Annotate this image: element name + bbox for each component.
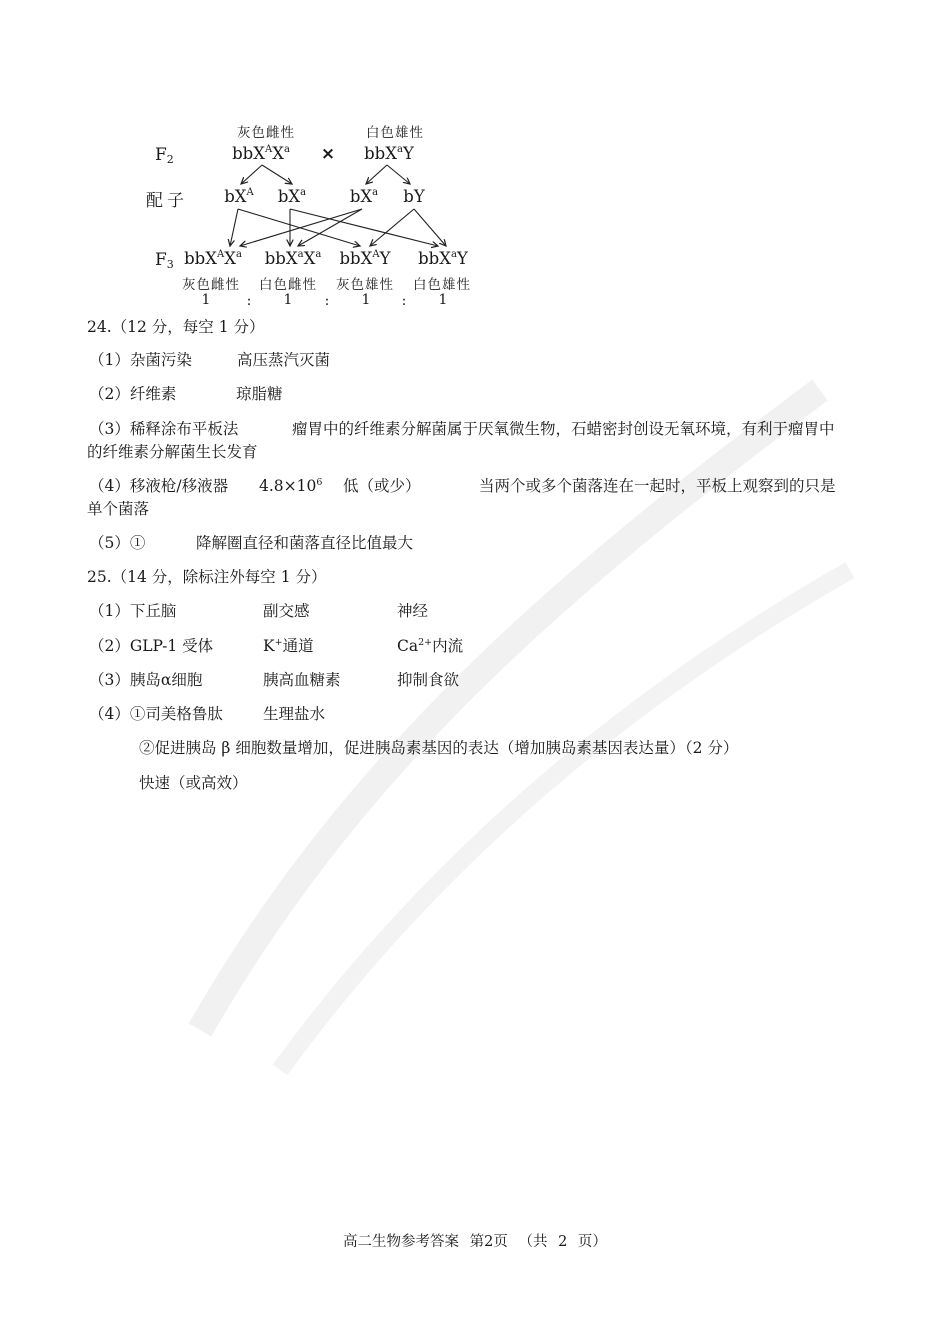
arrow-g3-f3-2 <box>298 209 362 246</box>
label-f3-text: F <box>155 250 167 270</box>
arrow-g1-f3-3 <box>238 209 360 246</box>
q24-p3-a: （3）稀释涂布平板法 <box>89 420 239 438</box>
offspring-3-base: bbX <box>339 249 373 268</box>
female-genotype-mid: X <box>272 144 284 163</box>
label-f2-text: F <box>155 145 167 165</box>
offspring-2-a2: a <box>315 249 322 260</box>
arrow-male-gamete3 <box>366 165 387 184</box>
male-phenotype: 白色雄性 <box>366 125 424 141</box>
offspring-3-genotype <box>339 249 390 268</box>
female-phenotype: 灰色雌性 <box>237 125 295 141</box>
gamete-2-allele: a <box>300 187 307 198</box>
q25-part4-c: 快速（或高效） <box>139 774 248 792</box>
offspring-4-mid: Y <box>456 249 468 268</box>
cross-symbol: × <box>320 144 336 164</box>
gamete-3-base: bX <box>349 187 373 206</box>
label-f3-sub: 3 <box>166 258 174 271</box>
q25-p4-b: 生理盐水 <box>263 705 326 723</box>
offspring-4-phenotype: 白色雄性 <box>413 277 471 293</box>
arrow-g1-f3-1 <box>230 209 238 246</box>
q25-p2-b-sup: + <box>274 637 283 648</box>
arrow-male-gamete4 <box>387 165 410 184</box>
cross-arrows <box>0 0 950 320</box>
female-allele-2: a <box>283 144 290 155</box>
q25-p2-b-tail: 通道 <box>282 637 314 655</box>
q25-p2-c-text: Ca <box>397 637 419 655</box>
q24-p2-a: （2）纤维素 <box>89 385 177 403</box>
offspring-1-genotype <box>184 249 242 268</box>
q25-p3-b: 胰高血糖素 <box>263 671 341 689</box>
q25-p2-b <box>263 635 314 657</box>
label-gamete: 配子 <box>146 191 188 211</box>
q24-p5-a: （5）① <box>89 534 146 552</box>
q25-p2-c <box>397 635 463 657</box>
ratio-sep-2: : <box>324 293 330 309</box>
ratio-4: 1 <box>438 292 448 308</box>
gamete-1-base: bX <box>224 187 247 206</box>
q25-p2-a: （2）GLP-1 受体 <box>89 637 214 655</box>
gamete-3 <box>350 187 378 206</box>
gamete-2-base: bX <box>277 187 301 206</box>
label-f3 <box>155 250 174 271</box>
q24-p4-a: （4）移液枪/移液器 <box>89 477 229 495</box>
arrow-female-gamete1 <box>241 165 262 184</box>
q25-p2-b-text: K <box>263 637 275 655</box>
male-genotype-base: bbX <box>364 144 397 163</box>
gamete-2 <box>278 187 306 206</box>
arrow-g4-f3-4 <box>414 209 446 246</box>
ratio-sep-1: : <box>246 293 252 309</box>
offspring-2-genotype <box>265 249 322 268</box>
page-footer: 高二生物参考答案 第2页 （共 2 页） <box>343 1234 607 1250</box>
offspring-3-a1: A <box>372 249 380 260</box>
offspring-2-mid: X <box>303 249 316 268</box>
ratio-1: 1 <box>201 292 211 308</box>
ratio-2: 1 <box>283 292 293 308</box>
gamete-4: bY <box>403 187 425 206</box>
q24-p4-b <box>259 475 322 497</box>
offspring-4-a1: a <box>451 249 457 260</box>
arrow-female-gamete2 <box>262 165 292 184</box>
q25-p1-c: 神经 <box>397 602 429 620</box>
offspring-2-phenotype: 白色雌性 <box>259 277 317 293</box>
q25-p3-c: 抑制食欲 <box>397 671 460 689</box>
q24-p5-b: 降解圈直径和菌落直径比值最大 <box>196 534 414 552</box>
female-genotype <box>232 144 290 163</box>
q24-p3-b: 瘤胃中的纤维素分解菌属于厌氧微生物，石蜡密封创设无氧环境，有利于瘤胃中 <box>292 420 835 438</box>
ratio-sep-3: : <box>401 293 407 309</box>
female-genotype-base: bbX <box>232 144 265 163</box>
gamete-3-allele: a <box>372 187 379 198</box>
q25-p3-a: （3）胰岛α细胞 <box>89 671 203 689</box>
q24-p4-d: 当两个或多个菌落连在一起时，平板上观察到的只是 <box>479 477 836 495</box>
q24-p4-num: 4.8×10 <box>259 477 317 495</box>
q24-p4-exp: 6 <box>316 477 323 488</box>
q25-p2-c-sup: 2+ <box>418 637 433 648</box>
offspring-1-a1: A <box>216 249 225 260</box>
ratio-3: 1 <box>361 292 371 308</box>
female-allele-1: A <box>264 144 273 155</box>
offspring-4-base: bbX <box>418 249 451 268</box>
q25-part4-b: ②促进胰岛 β 细胞数量增加，促进胰岛素基因的表达（增加胰岛素基因表达量）（2 分） <box>139 739 739 757</box>
offspring-2-base: bbX <box>264 249 298 268</box>
q24-p1-b: 高压蒸汽灭菌 <box>237 351 331 369</box>
label-f2-sub: 2 <box>166 153 174 166</box>
arrow-g3-f3-1 <box>240 209 362 246</box>
offspring-4-genotype <box>418 249 468 268</box>
q25-title: 25.（14 分，除标注外每空 1 分） <box>87 568 327 586</box>
offspring-1-base: bbX <box>184 249 217 268</box>
offspring-1-a2: a <box>235 249 242 260</box>
q24-part4-cont: 单个菌落 <box>87 500 150 518</box>
male-genotype-tail: Y <box>402 144 414 163</box>
arrow-g4-f3-3 <box>370 209 414 246</box>
male-genotype <box>364 144 414 163</box>
q24-p2-b: 琼脂糖 <box>236 385 283 403</box>
q24-title: 24.（12 分，每空 1 分） <box>87 318 265 336</box>
arrow-g2-f3-4 <box>290 209 438 246</box>
gamete-1 <box>224 187 254 206</box>
q25-p1-a: （1）下丘脑 <box>89 602 177 620</box>
label-f2 <box>155 145 174 166</box>
offspring-1-phenotype: 灰色雌性 <box>182 277 240 293</box>
cross-diagram <box>0 0 950 320</box>
q25-p4-a: （4）①司美格鲁肽 <box>89 705 223 723</box>
q25-p2-c-tail: 内流 <box>432 637 464 655</box>
q24-p1-a: （1）杂菌污染 <box>89 351 192 369</box>
gamete-1-allele: A <box>246 187 254 198</box>
offspring-3-mid: Y <box>379 249 391 268</box>
q25-p1-b: 副交感 <box>263 602 310 620</box>
q24-p4-c: 低（或少） <box>343 477 421 495</box>
offspring-2-a1: a <box>297 249 304 260</box>
offspring-1-mid: X <box>224 249 236 268</box>
q24-part3-cont: 的纤维素分解菌生长发育 <box>87 443 258 461</box>
male-allele-1: a <box>397 144 403 155</box>
offspring-3-phenotype: 灰色雄性 <box>336 277 394 293</box>
